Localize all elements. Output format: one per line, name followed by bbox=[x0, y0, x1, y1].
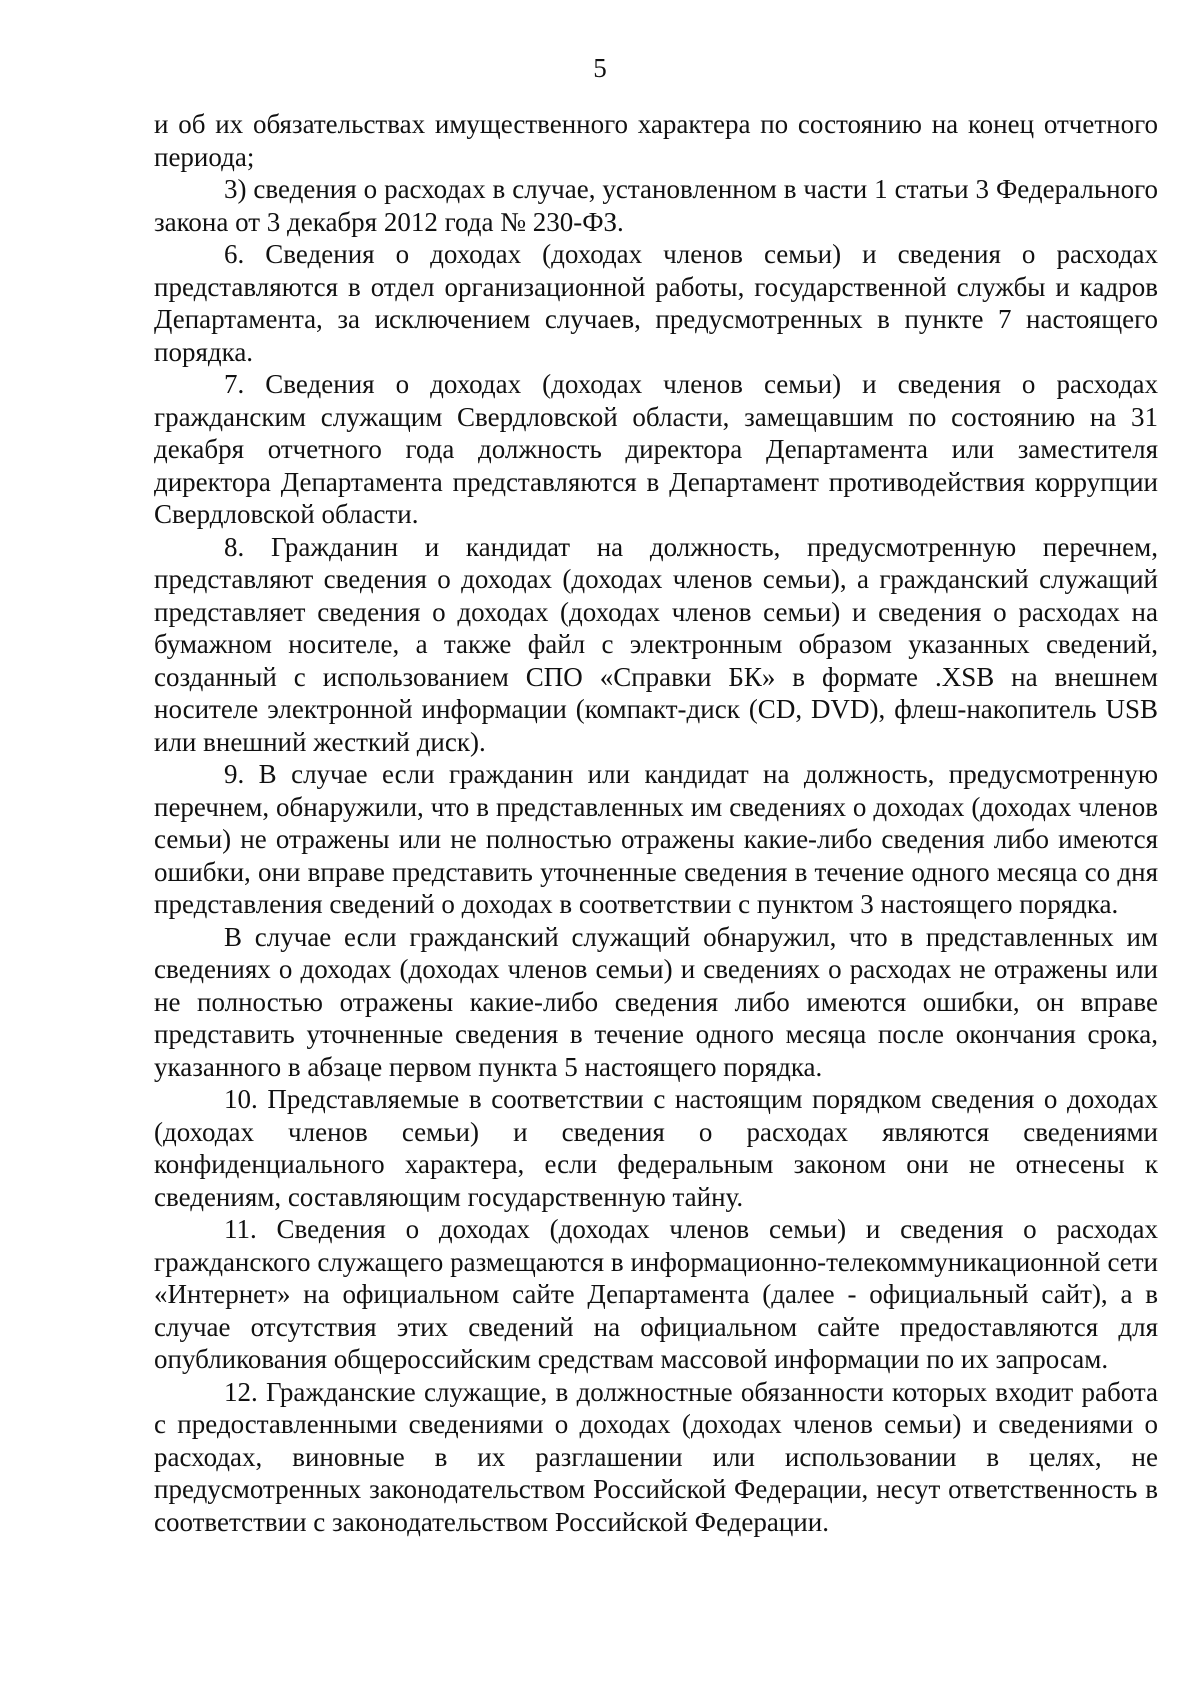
paragraph-8: 8. Гражданин и кандидат на должность, предусмотренную перечнем, представляют сведения о доходах (доходах членов семьи), а гражданский служащий представляет сведения о доходах (доходах членов семьи) и сведения о расходах на бумажном носителе, а также файл с электронным образом указанных сведений, созданный с использованием СПО «Справки БК» в формате .XSB на внешнем носителе электронной информации (компакт-диск (CD, DVD), флеш-накопитель USB или внешний жесткий диск). bbox=[154, 531, 1158, 757]
paragraph-continuation: и об их обязательствах имущественного характера по состоянию на конец отчетного периода; bbox=[154, 109, 1158, 172]
paragraph-7: 7. Сведения о доходах (доходах членов семьи) и сведения о расходах гражданским служащим Свердловской области, замещавшим по состоянию на 31 декабря отчетного года должность директора Департамента или заместителя директора Департамента представляются в Департамент противодействия коррупции Свердловской области. bbox=[154, 369, 1158, 529]
paragraph-6: 6. Сведения о доходах (доходах членов семьи) и сведения о расходах представляются в отдел организационной работы, государственной службы и кадров Департамента, за исключением случаев, предусмотренных в пункте 7 настоящего порядка. bbox=[154, 239, 1158, 367]
paragraph-11: 11. Сведения о доходах (доходах членов семьи) и сведения о расходах гражданского служащего размещаются в информационно-телекоммуникационной сети «Интернет» на официальном сайте Департамента (далее - официальный сайт), а в случае отсутствия этих сведений на официальном сайте предоставляются для опубликования общероссийским средствам массовой информации по их запросам. bbox=[154, 1214, 1158, 1374]
paragraph-item-3: 3) сведения о расходах в случае, установленном в части 1 статьи 3 Федерального закона от 3 декабря 2012 года № 230-ФЗ. bbox=[154, 174, 1158, 237]
paragraph-9: 9. В случае если гражданин или кандидат на должность, предусмотренную перечнем, обнаружили, что в представленных им сведениях о доходах (доходах членов семьи) не отражены или не полностью отражены какие-либо сведения либо имеются ошибки, они вправе представить уточненные сведения в течение одного месяца со дня представления сведений о доходах в соответствии с пунктом 3 настоящего порядка. bbox=[154, 759, 1158, 919]
document-body bbox=[154, 108, 1158, 1538]
paragraph-10: 10. Представляемые в соответствии с настоящим порядком сведения о доходах (доходах членов семьи) и сведения о расходах являются сведениями конфиденциального характера, если федеральным законом они не отнесены к сведениям, составляющим государственную тайну. bbox=[154, 1084, 1158, 1212]
page-number: 5 bbox=[593, 53, 607, 83]
paragraph-9-second: В случае если гражданский служащий обнаружил, что в представленных им сведениях о доходах (доходах членов семьи) и сведениях о расходах не отражены или не полностью отражены какие-либо сведения либо имеются ошибки, он вправе представить уточненные сведения в течение одного месяца после окончания срока, указанного в абзаце первом пункта 5 настоящего порядка. bbox=[154, 921, 1158, 1082]
paragraph-12: 12. Гражданские служащие, в должностные обязанности которых входит работа с предоставленными сведениями о доходах (доходах членов семьи) и сведениями о расходах, виновные в их разглашении или использовании в целях, не предусмотренных законодательством Российской Федерации, несут ответственность в соответствии с законодательством Российской Федерации. bbox=[154, 1376, 1158, 1537]
